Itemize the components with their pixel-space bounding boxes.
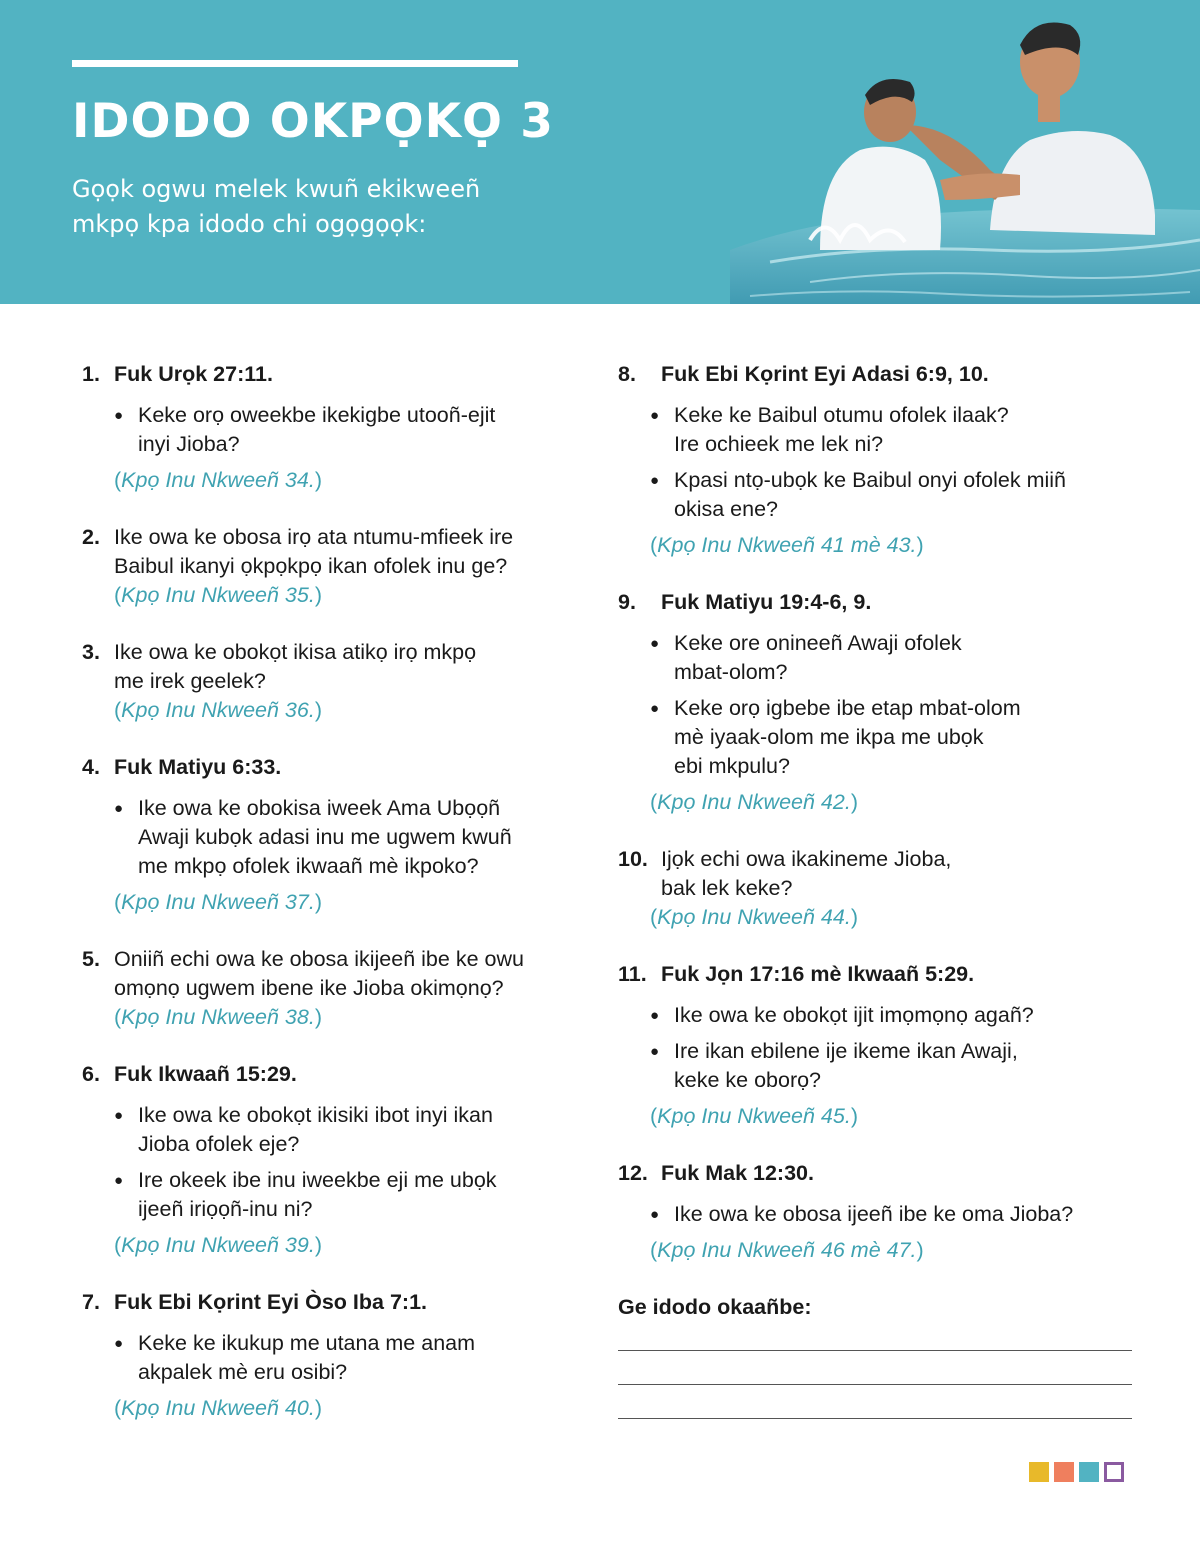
question-item (82, 360, 572, 495)
question-head (82, 753, 572, 782)
question-body (618, 903, 1138, 932)
notes-section (618, 1293, 1138, 1419)
question-number: 10. (618, 847, 648, 871)
question-bullets (114, 1101, 572, 1224)
lesson-reference (114, 466, 572, 495)
question-title: Fuk Ebi Kọrint Eyi Òso Iba 7:1. (114, 1290, 427, 1314)
bullet-item: ● Ike owa ke obokisa iweek Ama Ubọọñ Awaji kubọk adasi inu me ugwem kwuñ me mkpọ ofolek ikwaañ mè ikpoko? (114, 794, 572, 881)
question-title: Fuk Matiyu 19:4-6, 9. (661, 590, 872, 614)
question-item (618, 588, 1138, 817)
question-text: Ike owa ke obosa irọ ata ntumu-mfieek ire Baibul ikanyi ọkpọkpọ ikan ofolek inu ge? (114, 525, 514, 578)
question-head (618, 360, 1138, 389)
lesson-reference (114, 696, 572, 725)
question-item (618, 845, 1138, 932)
question-bullets (650, 401, 1138, 524)
header-banner (0, 0, 1200, 304)
question-head (618, 1159, 1138, 1188)
question-text: Oniiñ echi owa ke obosa ikijeeñ ibe ke owu omọnọ ugwem ibene ike Jioba okimọnọ? (114, 947, 524, 1000)
question-number: 3. (82, 640, 100, 664)
ref-text: Kpọ Inu Nkweeñ 45. (657, 1104, 851, 1128)
question-bullets (114, 401, 572, 459)
questions-right-column (618, 360, 1138, 1419)
question-head (82, 1060, 572, 1089)
bullet-item: ● Ike owa ke obokọt ikisiki ibot inyi ikan Jioba ofolek eje? (114, 1101, 572, 1159)
question-body (618, 629, 1138, 817)
question-number: 4. (82, 755, 100, 779)
question-item (618, 960, 1138, 1131)
ref-text: Kpọ Inu Nkweeñ 38. (121, 1005, 315, 1029)
question-number: 8. (618, 362, 636, 386)
ref-close-paren: ) (850, 790, 858, 814)
question-bullets (650, 629, 1138, 781)
ref-text: Kpọ Inu Nkweeñ 41 mè 43. (657, 533, 917, 557)
bullet-item: ● Ike owa ke obosa ijeeñ ibe ke oma Jioba? (650, 1200, 1138, 1229)
ref-close-paren: ) (314, 1233, 322, 1257)
question-number: 7. (82, 1290, 100, 1314)
question-number: 5. (82, 947, 100, 971)
ref-open-paren: ( (114, 890, 122, 914)
question-head (82, 523, 572, 581)
bullet-item: ● Ire okeek ibe inu iweekbe eji me ubọk ijeeñ iriọọñ-inu ni? (114, 1166, 572, 1224)
question-text: Ike owa ke obokọt ikisa atikọ irọ mkpọ me irek geelek? (114, 640, 477, 693)
question-head (618, 588, 1138, 617)
baptism-illustration (690, 0, 1200, 304)
question-body (82, 1329, 572, 1423)
question-item (82, 753, 572, 917)
question-bullets (114, 1329, 572, 1387)
ref-text: Kpọ Inu Nkweeñ 37. (121, 890, 315, 914)
question-title: Fuk Ikwaañ 15:29. (114, 1062, 297, 1086)
lesson-reference (650, 531, 1138, 560)
ref-close-paren: ) (314, 1396, 322, 1420)
ref-open-paren: ( (114, 698, 122, 722)
question-head (618, 845, 1138, 903)
question-body (82, 1003, 572, 1032)
question-head (82, 638, 572, 696)
lesson-reference (114, 1394, 572, 1423)
bullet-item: ● Ike owa ke obokọt ijit imọmọnọ agañ? (650, 1001, 1138, 1030)
ref-open-paren: ( (114, 583, 122, 607)
header-rule (72, 60, 518, 67)
lesson-reference (650, 1102, 1138, 1131)
question-title: Fuk Ebi Kọrint Eyi Adasi 6:9, 10. (661, 362, 989, 386)
question-number: 9. (618, 590, 636, 614)
ref-open-paren: ( (650, 790, 658, 814)
question-item (82, 638, 572, 725)
ref-text: Kpọ Inu Nkweeñ 40. (121, 1396, 315, 1420)
question-head (618, 960, 1138, 989)
question-number: 2. (82, 525, 100, 549)
ref-text: Kpọ Inu Nkweeñ 35. (121, 583, 315, 607)
ref-text: Kpọ Inu Nkweeñ 34. (121, 468, 315, 492)
question-item (82, 523, 572, 610)
question-title: Fuk Urọk 27:11. (114, 362, 273, 386)
bullet-item: ● Keke ke ikukup me utana me anam akpalek mè eru osibi? (114, 1329, 572, 1387)
question-title: Fuk Mak 12:30. (661, 1161, 814, 1185)
question-bullets (650, 1001, 1138, 1095)
note-line-2 (618, 1384, 1132, 1385)
question-number: 12. (618, 1161, 648, 1185)
question-number: 11. (618, 962, 647, 986)
ref-close-paren: ) (314, 468, 322, 492)
notes-label: Ge idodo okaañbe: (618, 1295, 812, 1319)
ref-text: Kpọ Inu Nkweeñ 44. (657, 905, 851, 929)
ref-close-paren: ) (850, 1104, 858, 1128)
lesson-reference (114, 888, 572, 917)
question-bullets (114, 794, 572, 881)
ref-close-paren: ) (850, 905, 858, 929)
teal-square (1079, 1462, 1099, 1482)
question-item (82, 945, 572, 1032)
page-title: IDODO OKPỌKỌ 3 (72, 94, 555, 149)
lesson-reference (114, 1231, 572, 1260)
lesson-reference (650, 1236, 1138, 1265)
ref-text: Kpọ Inu Nkweeñ 42. (657, 790, 851, 814)
ref-text: Kpọ Inu Nkweeñ 36. (121, 698, 315, 722)
orange-square (1054, 1462, 1074, 1482)
ref-open-paren: ( (114, 1396, 122, 1420)
purple-outline-square (1104, 1462, 1124, 1482)
ref-close-paren: ) (916, 1238, 924, 1262)
ref-close-paren: ) (314, 1005, 322, 1029)
ref-open-paren: ( (114, 1233, 122, 1257)
lesson-reference (114, 581, 572, 610)
question-bullets (650, 1200, 1138, 1229)
question-body (82, 794, 572, 917)
ref-text: Kpọ Inu Nkweeñ 39. (121, 1233, 315, 1257)
ref-open-paren: ( (650, 533, 658, 557)
question-item (82, 1288, 572, 1423)
question-number: 6. (82, 1062, 100, 1086)
question-item (82, 1060, 572, 1260)
question-item (618, 360, 1138, 560)
lesson-reference (650, 903, 1138, 932)
question-head (82, 945, 572, 1003)
bullet-item: ● Keke orọ igbebe ibe etap mbat-olom mè iyaak-olom me ikpa me ubọk ebi mkpulu? (650, 694, 1138, 781)
question-head (82, 1288, 572, 1317)
question-number: 1. (82, 362, 100, 386)
question-body (618, 1001, 1138, 1131)
ref-close-paren: ) (916, 533, 924, 557)
question-head (82, 360, 572, 389)
page-subtitle: Gọọk ogwu melek kwuñ ekikweeñ mkpọ kpa idodo chi ogọgọọk: (72, 175, 481, 238)
ref-close-paren: ) (314, 890, 322, 914)
question-item (618, 1159, 1138, 1265)
ref-open-paren: ( (114, 468, 122, 492)
bullet-item: ● Ire ikan ebilene ije ikeme ikan Awaji, keke ke oborọ? (650, 1037, 1138, 1095)
bullet-item: ● Kpasi ntọ-ubọk ke Baibul onyi ofolek miiñ okisa ene? (650, 466, 1138, 524)
question-body (618, 1200, 1138, 1265)
lesson-reference (650, 788, 1138, 817)
ref-open-paren: ( (650, 1104, 658, 1128)
bullet-item: ● Keke ke Baibul otumu ofolek ilaak? Ire ochieek me lek ni? (650, 401, 1138, 459)
ref-open-paren: ( (650, 1238, 658, 1262)
questions-left-column (82, 360, 572, 1451)
question-body (82, 696, 572, 725)
ref-close-paren: ) (314, 698, 322, 722)
question-title: Fuk Matiyu 6:33. (114, 755, 282, 779)
bullet-item: ● Keke ore onineeñ Awaji ofolek mbat-olom? (650, 629, 1138, 687)
footer-color-squares (1029, 1462, 1124, 1482)
question-body (82, 1101, 572, 1260)
ref-close-paren: ) (314, 583, 322, 607)
question-text: Ijọk echi owa ikakineme Jioba, bak lek keke? (661, 847, 952, 900)
question-title: Fuk Jọn 17:16 mè Ikwaañ 5:29. (661, 962, 975, 986)
ref-open-paren: ( (650, 905, 658, 929)
question-body (618, 401, 1138, 560)
ref-open-paren: ( (114, 1005, 122, 1029)
yellow-square (1029, 1462, 1049, 1482)
bullet-item: ● Keke orọ oweekbe ikekigbe utooñ-ejit inyi Jioba? (114, 401, 572, 459)
lesson-reference (114, 1003, 572, 1032)
question-body (82, 581, 572, 610)
ref-text: Kpọ Inu Nkweeñ 46 mè 47. (657, 1238, 917, 1262)
note-line-3 (618, 1418, 1132, 1419)
question-body (82, 401, 572, 495)
note-line-1 (618, 1350, 1132, 1351)
